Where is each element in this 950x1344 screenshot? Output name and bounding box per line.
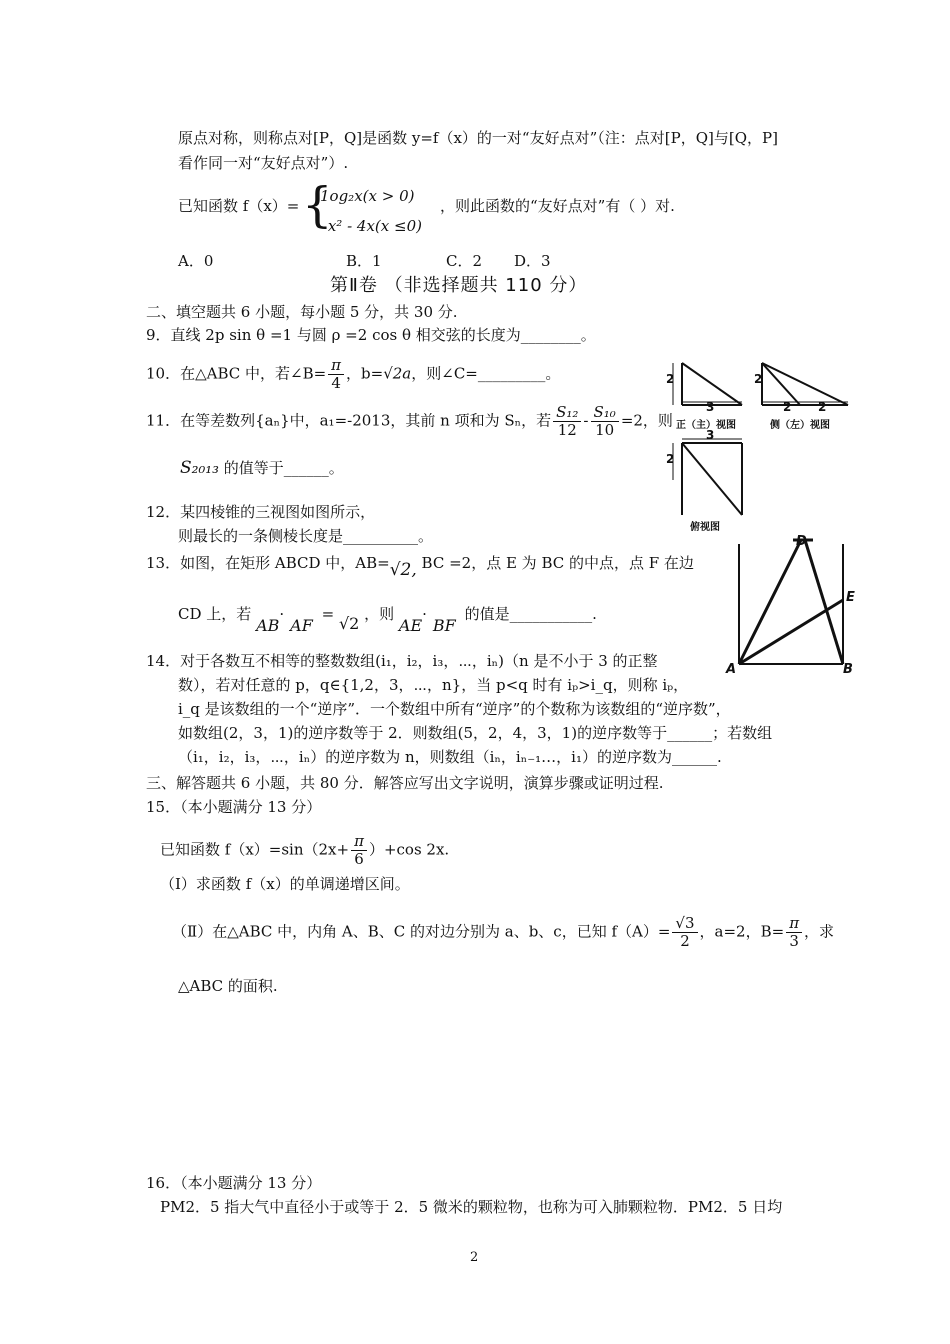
label-e: E — [846, 590, 855, 605]
q11-fraction-2 — [591, 404, 619, 439]
q14-line-3: i_q 是该数组的一个“逆序”．一个数组中所有“逆序”的个数称为该数组的“逆序数”， — [178, 700, 731, 718]
q11-line-2 — [180, 458, 344, 478]
q8-option-c: C．2 — [446, 252, 483, 270]
side-dim-2b: 2 — [783, 400, 792, 414]
q11-f2-den: 10 — [595, 421, 615, 439]
q15-function — [160, 833, 449, 868]
front-view — [673, 363, 742, 405]
vector-ae: AE — [398, 616, 423, 635]
side-dim-2c: 2 — [818, 400, 827, 414]
q8-option-b: B．1 — [346, 252, 382, 270]
q15-title: 15．（本小题满分 13 分） — [146, 798, 322, 816]
q13-line-2-c: 的值是___________. — [464, 605, 597, 623]
fill-in-header: 二、填空题共 6 小题，每小题 5 分，共 30 分. — [146, 303, 458, 321]
section-2-title: 第Ⅱ卷 （非选择题共 110 分） — [330, 275, 588, 296]
q10-frac-num: π — [328, 357, 344, 375]
q11-prefix: 11．在等差数列{aₙ}中，a₁=-2013，其前 n 项和为 Sₙ，若 — [146, 411, 552, 430]
q8-prefix: 已知函数 f（x）= — [178, 197, 300, 215]
top-view-label: 俯视图 — [690, 522, 720, 533]
label-a: A — [726, 662, 737, 677]
question-9: 9．直线 2p sin θ =1 与圆 ρ =2 cos θ 相交弦的长度为________。 — [146, 326, 596, 344]
q16-title: 16．（本小题满分 13 分） — [146, 1174, 322, 1192]
q11-f1-num: S₁₂ — [553, 404, 581, 422]
q13-eq: = — [321, 605, 335, 623]
q15-frac3-den: 3 — [789, 932, 799, 950]
answer-header: 三、解答题共 6 小题，共 80 分．解答应写出文字说明，演算步骤或证明过程. — [146, 774, 664, 792]
dot-1: · — [279, 605, 285, 623]
dot-2: · — [422, 605, 427, 623]
q14-line-4: 如数组(2，3，1)的逆序数等于 2．则数组(5，2，4，3，1)的逆序数等于______；若数组 — [178, 724, 773, 742]
q15-frac2-num: √3 — [672, 915, 697, 933]
q14-line-2: 数），若对任意的 p，q∈{1,2，3，⋯，n}，当 p<q 时有 iₚ>i_q，则称 iₚ， — [178, 676, 689, 694]
q11-f1-den: 12 — [557, 421, 577, 439]
q10-root: √2a — [383, 364, 412, 383]
q13-line-2-b: ，则 — [364, 605, 395, 623]
q15-frac3-num: π — [786, 915, 802, 933]
q11-s2013: S₂₀₁₃ — [180, 458, 219, 478]
q13-line-2-a: CD 上，若 — [178, 605, 252, 623]
intro-line-1: 原点对称，则称点对[P，Q]是函数 y=f（x）的一对“友好点对”（注：点对[P，Q]与[Q，P] — [178, 129, 778, 147]
side-view — [762, 363, 848, 405]
vector-ab: AB — [256, 616, 280, 635]
label-d: D — [796, 534, 807, 549]
q15-part-2-b: ，a=2，B= — [699, 922, 785, 941]
q15-func-b: ）+cos 2x. — [368, 840, 450, 859]
q13-line-1 — [146, 553, 694, 580]
q15-part-2-a: （Ⅱ）在△ABC 中，内角 A、B、C 的对边分别为 a、b、c，已知 f（A）= — [172, 922, 671, 941]
front-dim-2: 2 — [666, 372, 675, 386]
q13-root: √2, — [389, 560, 417, 580]
side-view-label: 侧（左）视图 — [770, 420, 830, 431]
q15-frac-den: 6 — [354, 850, 364, 868]
q8-case-1: 1og₂x(x > 0) — [320, 187, 415, 205]
question-11 — [146, 404, 673, 439]
q8-option-d: D．3 — [514, 252, 551, 270]
piecewise-brace: { — [302, 177, 333, 233]
question-10 — [146, 357, 560, 392]
q13-line-1-a: 13．如图，在矩形 ABCD 中，AB= — [146, 554, 390, 572]
q15-part-2-line-2: △ABC 的面积. — [178, 977, 278, 995]
q10-frac-den: 4 — [331, 374, 341, 392]
side-dim-2: 2 — [754, 372, 763, 386]
q11-suffix: =2，则 — [620, 411, 673, 430]
top-dim-2: 2 — [666, 452, 675, 466]
intro-line-2: 看作同一对“友好点对”）. — [178, 154, 349, 172]
q15-fraction-3 — [786, 915, 802, 950]
vector-bf: BF — [432, 616, 456, 635]
q13-line-1-b: BC =2，点 E 为 BC 的中点，点 F 在边 — [421, 554, 694, 572]
label-b: B — [843, 662, 853, 677]
q15-part-1: （Ⅰ）求函数 f（x）的单调递增区间。 — [160, 875, 410, 893]
q8-suffix: ，则此函数的“友好点对”有（ ）对. — [440, 197, 675, 215]
q11-f2-num: S₁₀ — [591, 404, 619, 422]
q14-line-5: （i₁，i₂，i₃，⋯，iₙ）的逆序数为 n，则数组（iₙ，iₙ₋₁…，i₁）的逆序数为______. — [178, 748, 722, 766]
rectangle-figure — [725, 530, 865, 680]
q10-mid: ，b= — [346, 364, 384, 383]
q12-line-2: 则最长的一条侧棱长度是__________。 — [178, 527, 434, 545]
q8-option-a: A．0 — [178, 252, 214, 270]
vector-af: AF — [290, 616, 313, 635]
q15-part-2 — [172, 915, 834, 950]
front-dim-3: 3 — [706, 400, 715, 414]
q15-frac2-den: 2 — [680, 932, 690, 950]
q13-root-2: √2 — [338, 614, 360, 633]
q15-fraction — [351, 833, 367, 868]
q15-func-a: 已知函数 f（x）=sin（2x+ — [160, 840, 350, 859]
q11-minus: - — [583, 411, 589, 430]
q10-fraction — [328, 357, 344, 392]
q15-fraction-2 — [672, 915, 697, 950]
q15-frac-num: π — [351, 833, 367, 851]
q10-prefix: 10．在△ABC 中，若∠B= — [146, 364, 327, 383]
q10-suffix: ，则∠C=_________。 — [411, 364, 561, 383]
q14-line-1: 14．对于各数互不相等的整数数组(i₁，i₂，i₃，⋯，iₙ)（n 是不小于 3 的正整 — [146, 652, 658, 670]
q13-line-2 — [178, 604, 597, 635]
front-view-label: 正（主）视图 — [676, 420, 736, 431]
q11-line-2-text: 的值等于______。 — [223, 459, 344, 477]
q8-case-2: - x² - 4x(x ≤0) — [318, 217, 422, 235]
top-dim-3: 3 — [706, 428, 715, 442]
q12-line-1: 12．某四棱锥的三视图如图所示， — [146, 503, 376, 521]
page-number: 2 — [470, 1250, 479, 1265]
q15-part-2-c: ，求 — [804, 922, 835, 941]
top-view — [673, 439, 742, 515]
q11-fraction-1 — [553, 404, 581, 439]
q16-line-1: PM2．5 指大气中直径小于或等于 2．5 微米的颗粒物，也称为可入肺颗粒物．PM2．5 日均 — [160, 1198, 783, 1216]
